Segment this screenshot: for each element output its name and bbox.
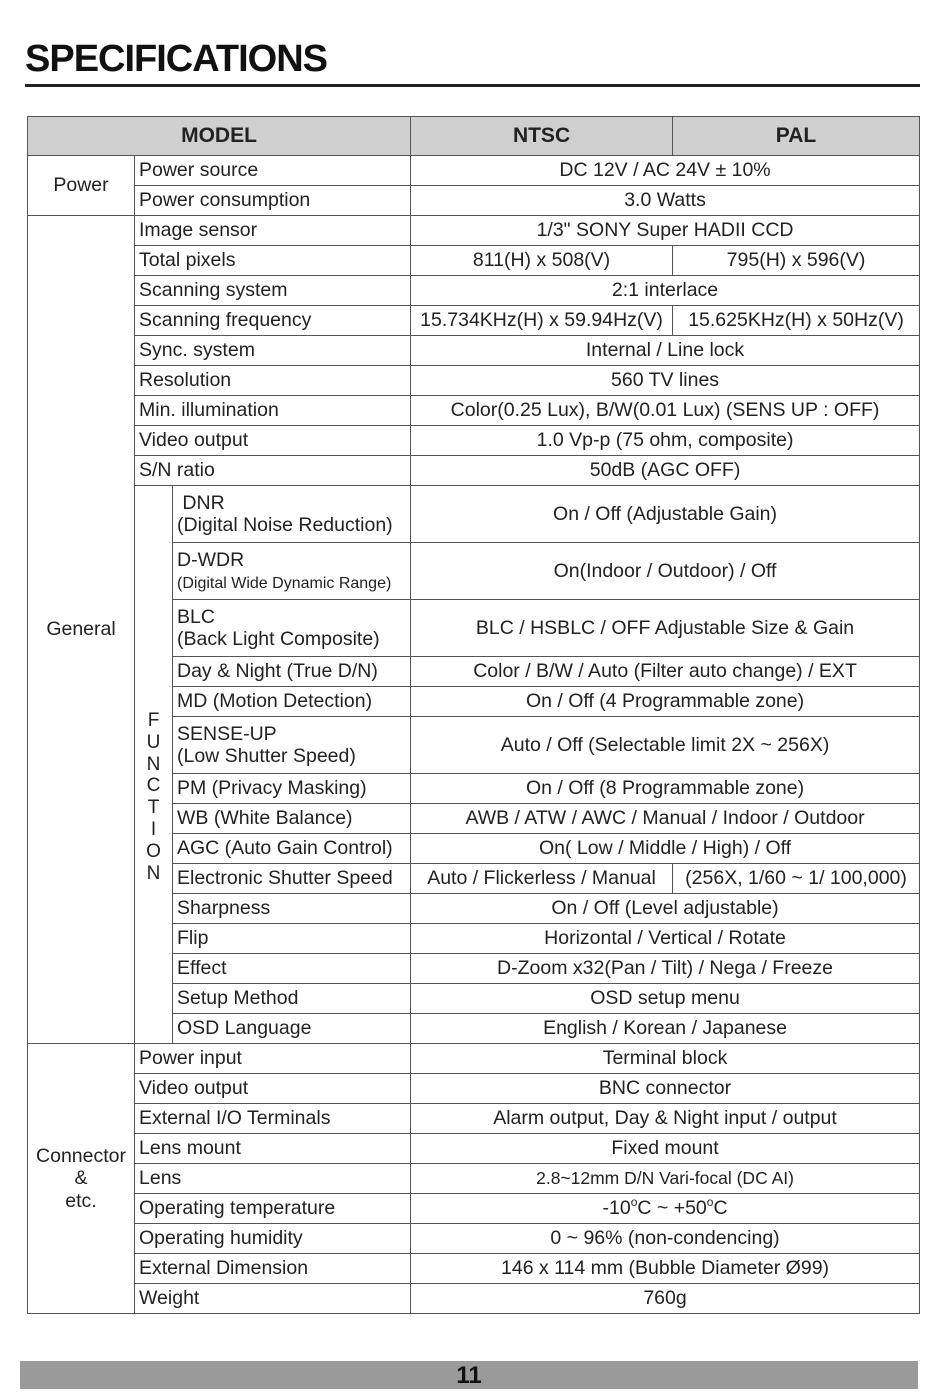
row-label: Video output xyxy=(135,426,411,456)
specifications-table xyxy=(27,116,920,1314)
row-value: On / Off (8 Programmable zone) xyxy=(411,774,920,804)
row-value: 0 ~ 96% (non-condencing) xyxy=(411,1224,920,1254)
row-value: 146 x 114 mm (Bubble Diameter Ø99) xyxy=(411,1254,920,1284)
group-power: Power xyxy=(28,156,135,216)
table-row xyxy=(28,456,920,486)
row-value: Color / B/W / Auto (Filter auto change) / EXT xyxy=(411,657,920,687)
row-value: 1.0 Vp-p (75 ohm, composite) xyxy=(411,426,920,456)
footer-bar xyxy=(20,1361,918,1389)
row-value-ntsc: Auto / Flickerless / Manual xyxy=(411,864,673,894)
table-row xyxy=(28,1074,920,1104)
row-label: Lens mount xyxy=(135,1134,411,1164)
row-value: On(Indoor / Outdoor) / Off xyxy=(411,543,920,600)
function-letter: F xyxy=(147,709,160,731)
row-value: D-Zoom x32(Pan / Tilt) / Nega / Freeze xyxy=(411,954,920,984)
row-value: On / Off (Adjustable Gain) xyxy=(411,486,920,543)
header-ntsc: NTSC xyxy=(411,117,673,156)
row-value: 1/3" SONY Super HADII CCD xyxy=(411,216,920,246)
row-value: On / Off (Level adjustable) xyxy=(411,894,920,924)
table-row xyxy=(28,156,920,186)
row-value-ntsc: 811(H) x 508(V) xyxy=(411,246,673,276)
header-pal: PAL xyxy=(673,117,920,156)
row-value: 560 TV lines xyxy=(411,366,920,396)
row-label: Setup Method xyxy=(173,984,411,1014)
row-value-pal: (256X, 1/60 ~ 1/ 100,000) xyxy=(673,864,920,894)
row-value: Alarm output, Day & Night input / output xyxy=(411,1104,920,1134)
row-value: Horizontal / Vertical / Rotate xyxy=(411,924,920,954)
row-label: MD (Motion Detection) xyxy=(173,687,411,717)
page-number: 11 xyxy=(456,1362,482,1389)
row-label: BLC (Back Light Composite) xyxy=(173,600,411,657)
row-value: BNC connector xyxy=(411,1074,920,1104)
function-vertical-label xyxy=(135,486,173,1044)
row-value: Fixed mount xyxy=(411,1134,920,1164)
row-label: Power source xyxy=(135,156,411,186)
function-letter: O xyxy=(146,840,161,862)
row-label: Sharpness xyxy=(173,894,411,924)
table-row xyxy=(28,396,920,426)
row-value: Auto / Off (Selectable limit 2X ~ 256X) xyxy=(411,717,920,774)
row-value-pal: 795(H) x 596(V) xyxy=(673,246,920,276)
table-row xyxy=(28,276,920,306)
function-letter: N xyxy=(146,753,161,775)
table-row xyxy=(28,1284,920,1314)
table-row xyxy=(28,426,920,456)
row-value: DC 12V / AC 24V ± 10% xyxy=(411,156,920,186)
group-connector: Connector & etc. xyxy=(28,1044,135,1314)
row-label: OSD Language xyxy=(173,1014,411,1044)
function-letter: T xyxy=(147,797,160,819)
row-label: SENSE-UP (Low Shutter Speed) xyxy=(173,717,411,774)
row-label: Lens xyxy=(135,1164,411,1194)
row-value: Internal / Line lock xyxy=(411,336,920,366)
row-value: English / Korean / Japanese xyxy=(411,1014,920,1044)
table-row xyxy=(28,1134,920,1164)
group-general: General xyxy=(28,216,135,1044)
row-value-ntsc: 15.734KHz(H) x 59.94Hz(V) xyxy=(411,306,673,336)
function-letter: N xyxy=(146,862,161,884)
row-label: Effect xyxy=(173,954,411,984)
table-row xyxy=(28,1104,920,1134)
row-value: On( Low / Middle / High) / Off xyxy=(411,834,920,864)
row-value: 2:1 interlace xyxy=(411,276,920,306)
row-label: Resolution xyxy=(135,366,411,396)
row-label: Image sensor xyxy=(135,216,411,246)
row-label: DNR (Digital Noise Reduction) xyxy=(173,486,411,543)
row-label: D-WDR (Digital Wide Dynamic Range) xyxy=(173,543,411,600)
row-label: Power input xyxy=(135,1044,411,1074)
table-row xyxy=(28,366,920,396)
row-value: On / Off (4 Programmable zone) xyxy=(411,687,920,717)
page-title: SPECIFICATIONS xyxy=(25,38,327,80)
table-row xyxy=(28,186,920,216)
row-label: Day & Night (True D/N) xyxy=(173,657,411,687)
row-label: Total pixels xyxy=(135,246,411,276)
table-row xyxy=(28,1044,920,1074)
row-label: PM (Privacy Masking) xyxy=(173,774,411,804)
row-value: AWB / ATW / AWC / Manual / Indoor / Outdoor xyxy=(411,804,920,834)
row-value: OSD setup menu xyxy=(411,984,920,1014)
row-label: WB (White Balance) xyxy=(173,804,411,834)
function-letter: I xyxy=(150,819,157,841)
row-label: Flip xyxy=(173,924,411,954)
row-label: Weight xyxy=(135,1284,411,1314)
row-value: -10$^o$C ~ $+50^oC$ xyxy=(411,1194,920,1224)
row-value: Terminal block xyxy=(411,1044,920,1074)
row-label: Sync. system xyxy=(135,336,411,366)
row-value: BLC / HSBLC / OFF Adjustable Size & Gain xyxy=(411,600,920,657)
row-label: External Dimension xyxy=(135,1254,411,1284)
row-label: Electronic Shutter Speed xyxy=(173,864,411,894)
row-value: 50dB (AGC OFF) xyxy=(411,456,920,486)
row-label: Operating temperature xyxy=(135,1194,411,1224)
table-row xyxy=(28,1224,920,1254)
row-label: Min. illumination xyxy=(135,396,411,426)
row-value: Color(0.25 Lux), B/W(0.01 Lux) (SENS UP : OFF) xyxy=(411,396,920,426)
row-label: AGC (Auto Gain Control) xyxy=(173,834,411,864)
table-row xyxy=(28,216,920,246)
row-label: S/N ratio xyxy=(135,456,411,486)
header-model: MODEL xyxy=(28,117,411,156)
row-value: 760g xyxy=(411,1284,920,1314)
row-label: Scanning frequency xyxy=(135,306,411,336)
table-header-row xyxy=(28,117,920,156)
row-label: Scanning system xyxy=(135,276,411,306)
table-row xyxy=(28,1194,920,1224)
table-row xyxy=(28,486,920,543)
row-label: External I/O Terminals xyxy=(135,1104,411,1134)
table-row xyxy=(28,306,920,336)
function-letter: U xyxy=(146,731,161,753)
table-row xyxy=(28,246,920,276)
row-label: Power consumption xyxy=(135,186,411,216)
row-label: Operating humidity xyxy=(135,1224,411,1254)
row-value-pal: 15.625KHz(H) x 50Hz(V) xyxy=(673,306,920,336)
function-letter: C xyxy=(146,775,161,797)
row-value: 3.0 Watts xyxy=(411,186,920,216)
table-row xyxy=(28,1164,920,1194)
table-row xyxy=(28,336,920,366)
row-label: Video output xyxy=(135,1074,411,1104)
title-divider xyxy=(25,84,920,87)
row-value: 2.8~12mm D/N Vari-focal (DC AI) xyxy=(411,1164,920,1194)
table-row xyxy=(28,1254,920,1284)
